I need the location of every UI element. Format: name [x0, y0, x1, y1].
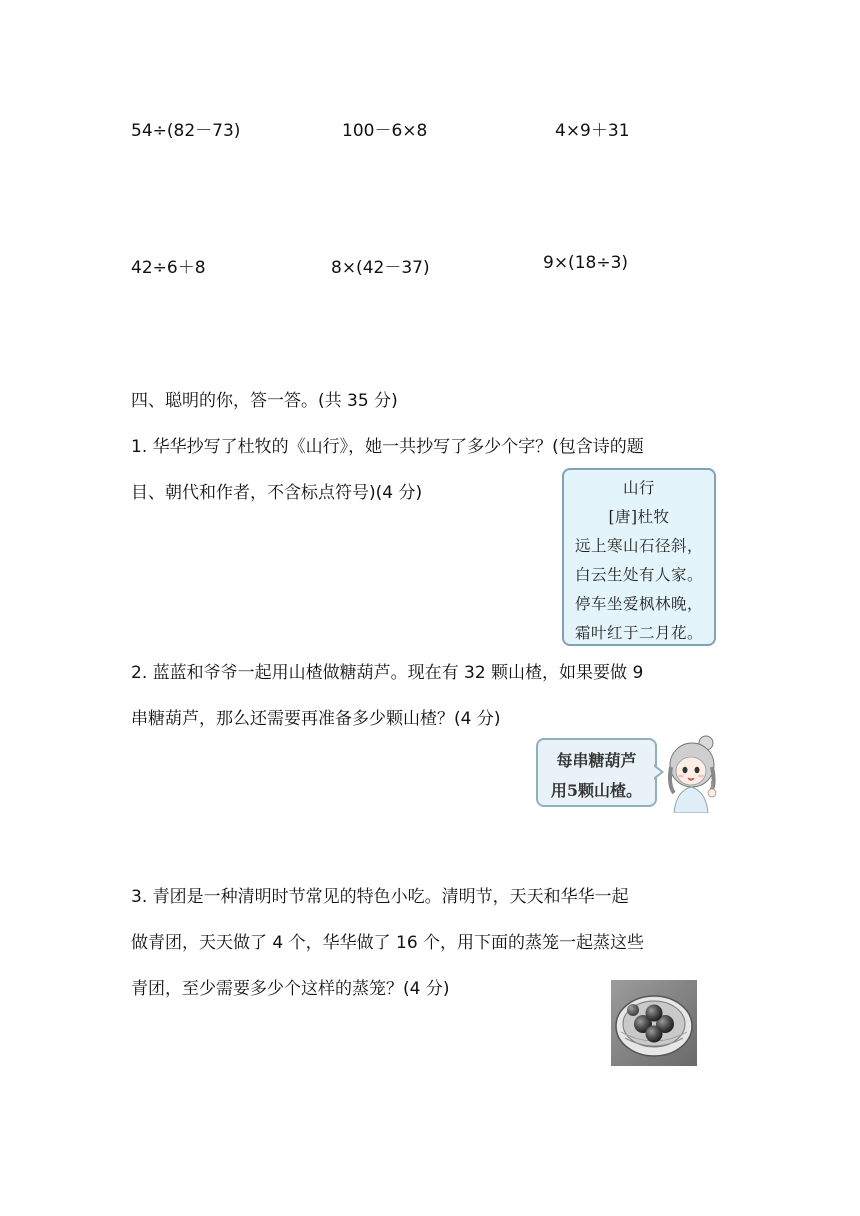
- poem-line-3: 停车坐爱枫林晚，: [574, 595, 703, 613]
- calc-expression-6: 9×(18÷3): [543, 253, 629, 273]
- section-heading: 四、聪明的你，答一答。(共 35 分): [131, 391, 398, 411]
- calc-expression-3: 4×9＋31: [555, 121, 630, 141]
- question-3-line-2: 做青团，天天做了 4 个，华华做了 16 个，用下面的蒸笼一起蒸这些: [131, 933, 645, 953]
- poem-title: 山行: [622, 479, 655, 497]
- speech-bubble-tail-inner: [653, 766, 661, 778]
- poem-author: [唐]杜牧: [608, 508, 670, 526]
- calc-expression-5: 8×(42－37): [331, 258, 430, 278]
- poem-line-4: 霜叶红于二月花。: [574, 624, 703, 642]
- speech-bubble: [536, 738, 657, 807]
- question-3-line-1: 3. 青团是一种清明时节常见的特色小吃。清明节，天天和华华一起: [131, 887, 629, 907]
- speech-bubble-line-1: 每串糖葫芦: [556, 751, 637, 770]
- poem-line-1: 远上寒山石径斜，: [574, 537, 703, 555]
- steamer-photo: [611, 980, 697, 1066]
- calc-expression-1: 54÷(82－73): [131, 121, 241, 141]
- question-2-line-2: 串糖葫芦，那么还需要再准备多少颗山楂？(4 分): [131, 709, 501, 729]
- poem-line-2: 白云生处有人家。: [574, 566, 703, 584]
- question-3-line-3: 青团，至少需要多少个这样的蒸笼？(4 分): [131, 979, 450, 999]
- girl-illustration: [662, 735, 724, 813]
- question-2-line-1: 2. 蓝蓝和爷爷一起用山楂做糖葫芦。现在有 32 颗山楂，如果要做 9: [131, 663, 644, 683]
- question-1-line-1: 1. 华华抄写了杜牧的《山行》，她一共抄写了多少个字？(包含诗的题: [131, 437, 644, 457]
- calc-expression-4: 42÷6＋8: [131, 258, 206, 278]
- calc-expression-2: 100－6×8: [342, 121, 428, 141]
- poem-card: [562, 468, 716, 646]
- speech-bubble-line-2: 用5颗山楂。: [550, 781, 643, 800]
- question-1-line-2: 目、朝代和作者，不含标点符号)(4 分): [131, 483, 423, 503]
